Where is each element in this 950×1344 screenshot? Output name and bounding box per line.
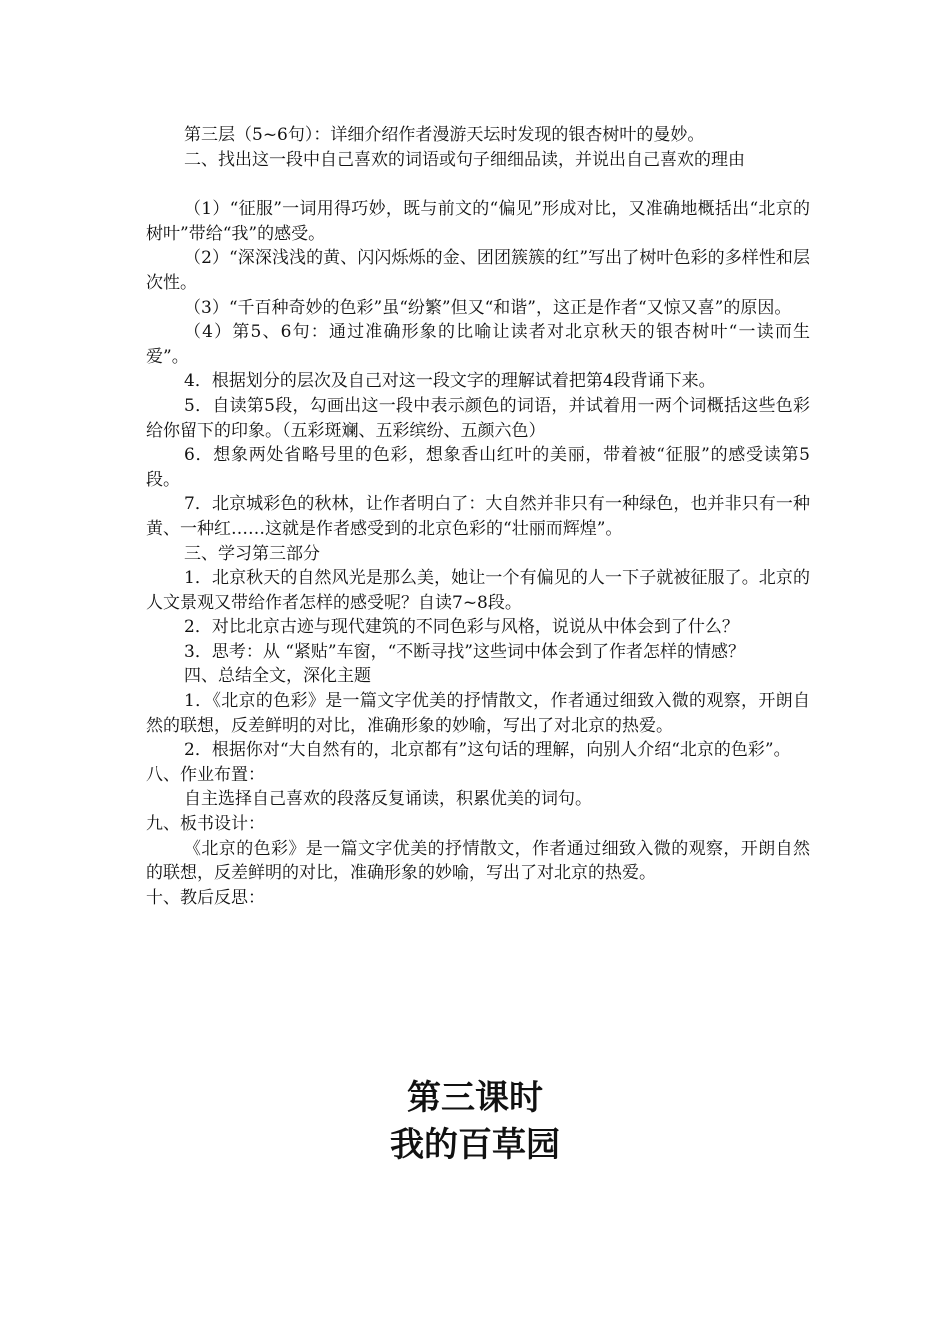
paragraph: 5．自读第5段，勾画出这一段中表示颜色的词语，并试着用一两个词概括这些色彩给你留下的印象。（五彩斑斓、五彩缤纷、五颜六色） — [146, 395, 810, 441]
paragraph: 《北京的色彩》是一篇文字优美的抒情散文，作者通过细致入微的观察，开朗自然的联想，反差鲜明的对比，准确形象的妙喻，写出了对北京的热爱。 — [146, 838, 810, 884]
paragraph: （3）“千百种奇妙的色彩”虽“纷繁”但又“和谐”，这正是作者“又惊又喜”的原因。 — [184, 297, 792, 318]
document-body — [146, 123, 810, 910]
paragraph: 二、找出这一段中自己喜欢的词语或句子细细品读，并说出自己喜欢的理由 — [184, 149, 745, 170]
paragraph: 6．想象两处省略号里的色彩，想象香山红叶的美丽，带着被“征服”的感受读第5段。 — [146, 445, 810, 490]
paragraph: 十、教后反思： — [146, 887, 265, 908]
paragraph: 四、总结全文，深化主题 — [184, 666, 371, 687]
lesson-title-block — [0, 1075, 950, 1168]
paragraph: 4．根据划分的层次及自己对这一段文字的理解试着把第4段背诵下来。 — [184, 371, 716, 392]
paragraph: （2）“深深浅浅的黄、闪闪烁烁的金、团团簇簇的红”写出了树叶色彩的多样性和层次性。 — [146, 248, 810, 293]
paragraph: 第三层（5~6句）：详细介绍作者漫游天坛时发现的银杏树叶的曼妙。 — [184, 125, 705, 145]
paragraph: 自主选择自己喜欢的段落反复诵读，积累优美的词句。 — [184, 789, 592, 810]
paragraph: 2．根据你对“大自然有的，北京都有”这句话的理解，向别人介绍“北京的色彩”。 — [184, 740, 791, 761]
paragraph: 7．北京城彩色的秋林，让作者明白了：大自然并非只有一种绿色，也并非只有一种黄、一种红……这就是作者感受到的北京色彩的“壮丽而辉煌”。 — [146, 494, 810, 539]
paragraph: 1．《北京的色彩》是一篇文字优美的抒情散文，作者通过细致入微的观察，开朗自然的联想，反差鲜明的对比，准确形象的妙喻，写出了对北京的热爱。 — [146, 691, 810, 736]
paragraph-gap — [146, 172, 810, 197]
paragraph: 3．思考：从 “紧贴”车窗，“不断寻找”这些词中体会到了作者怎样的情感？ — [184, 641, 745, 662]
paragraph: 三、学习第三部分 — [184, 543, 320, 564]
paragraph: 2．对比北京古迹与现代建筑的不同色彩与风格，说说从中体会到了什么？ — [184, 617, 739, 638]
paragraph: （4）第5、6句：通过准确形象的比喻让读者对北京秋天的银杏树叶“一读而生爱”。 — [146, 322, 810, 367]
lesson-text-title: 我的百草园 — [390, 1125, 560, 1165]
paragraph: 九、板书设计： — [146, 814, 265, 835]
lesson-period-title: 第三课时 — [407, 1078, 543, 1118]
paragraph: 八、作业布置： — [146, 764, 265, 785]
paragraph: 1．北京秋天的自然风光是那么美，她让一个有偏见的人一下子就被征服了。北京的人文景观又带给作者怎样的感受呢？自读7~8段。 — [146, 568, 810, 613]
paragraph: （1）“征服”一词用得巧妙，既与前文的“偏见”形成对比，又准确地概括出“北京的树叶”带给“我”的感受。 — [146, 199, 810, 244]
